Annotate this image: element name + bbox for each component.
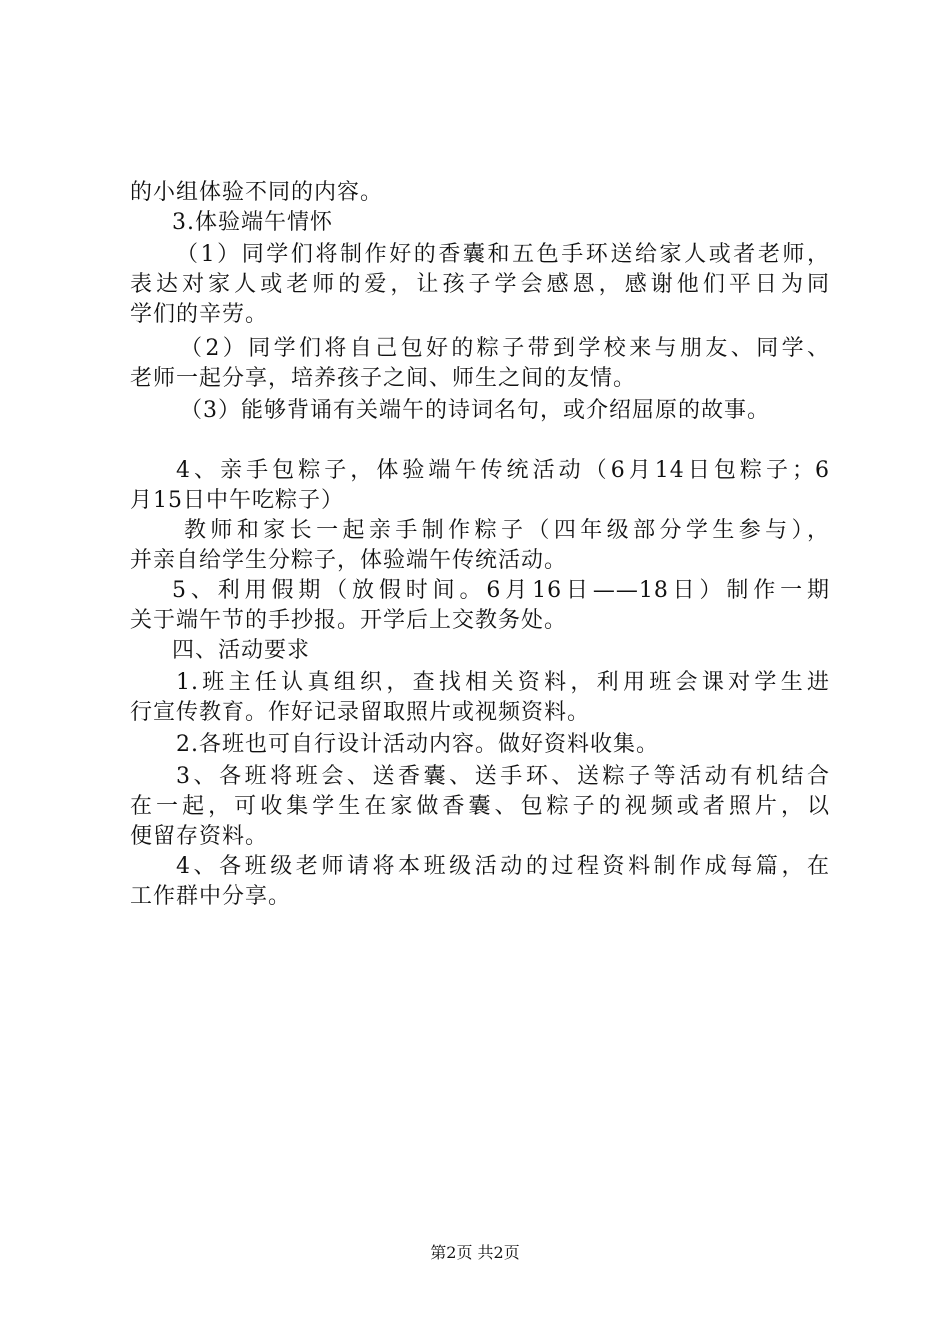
section-heading: 3.体验端午情怀 [172,210,333,235]
text-line: 便留存资料。 [130,824,269,849]
text-line: 3、各班将班会、送香囊、送手环、送粽子等活动有机结合 [176,764,830,789]
text-line: 关于端午节的手抄报。开学后上交教务处。 [130,608,568,633]
text-line: （3）能够背诵有关端午的诗词名句，或介绍屈原的故事。 [180,398,770,423]
text-line: 2.各班也可自行设计活动内容。做好资料收集。 [176,732,659,757]
text-line: 表达对家人或老师的爱，让孩子学会感恩，感谢他们平日为同 [130,272,830,297]
text-line: 4、亲手包粽子，体验端午传统活动（6月14日包粽子；6 [176,458,830,483]
section-heading: 四、活动要求 [172,638,311,663]
page-footer: 第2页 共2页 [430,1243,520,1262]
text-line: （2）同学们将自己包好的粽子带到学校来与朋友、同学、 [180,336,830,361]
text-line: 月15日中午吃粽子） [130,488,344,513]
text-line: （1）同学们将制作好的香囊和五色手环送给家人或者老师， [176,242,830,267]
text-line: 工作群中分享。 [130,884,292,909]
text-line: 5、利用假期（放假时间。6月16日——18日）制作一期 [172,578,830,603]
text-line: 老师一起分享，培养孩子之间、师生之间的友情。 [130,366,637,391]
text-line: 在一起，可收集学生在家做香囊、包粽子的视频或者照片，以 [130,794,830,819]
text-line: 教师和家长一起亲手制作粽子（四年级部分学生参与）， [184,518,830,543]
text-line: 的小组体验不同的内容。 [130,180,384,205]
text-line: 学们的辛劳。 [130,302,269,327]
text-line: 1.班主任认真组织，查找相关资料，利用班会课对学生进 [176,670,830,695]
text-line: 并亲自给学生分粽子，体验端午传统活动。 [130,548,568,573]
text-line: 4、各班级老师请将本班级活动的过程资料制作成每篇，在 [176,854,830,879]
text-line: 行宣传教育。作好记录留取照片或视频资料。 [130,700,591,725]
